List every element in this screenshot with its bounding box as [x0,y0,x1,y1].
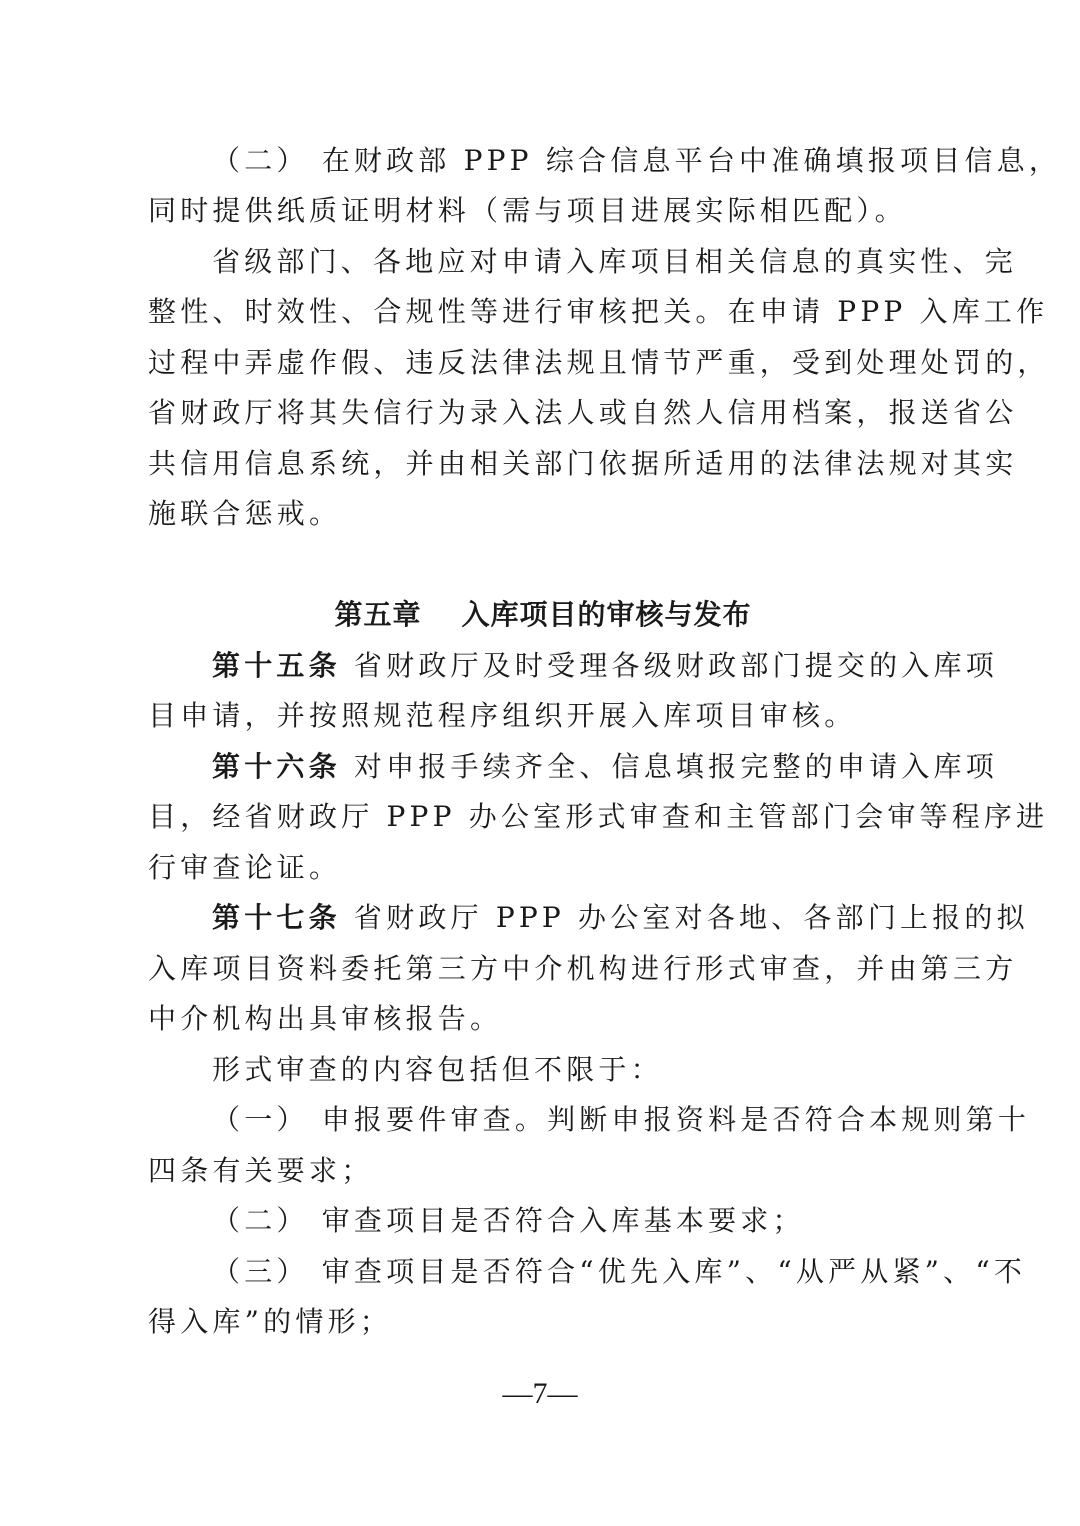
chapter-number: 第五章 [334,598,422,631]
paragraph-line: 共信用信息系统，并由相关部门依据所适用的法律法规对其实 [148,447,1018,480]
article-label: 第十七条 [212,901,341,934]
article-text: 省财政厅 PPP 办公室对各地、各部门上报的拟 [340,901,1029,934]
paragraph-line: 入库项目资料委托第三方中介机构进行形式审查，并由第三方 [148,952,1018,985]
page-number: —7— [502,1377,578,1410]
article-text: 省财政厅及时受理各级财政部门提交的入库项 [340,649,998,682]
paragraph-line: （二） 在财政部 PPP 综合信息平台中准确填报项目信息， [212,144,1062,177]
paragraph-line: 同时提供纸质证明材料（需与项目进展实际相匹配）。 [148,194,907,227]
list-item-line: （二） 审查项目是否符合入库基本要求； [212,1204,805,1237]
list-item-line: （三） 审查项目是否符合“优先入库”、“从严从紧”、“不 [212,1255,1027,1288]
article-line [212,900,1029,936]
paragraph-line: 省财政厅将其失信行为录入法人或自然人信用档案，报送省公 [148,396,1018,429]
article-label: 第十六条 [212,750,341,783]
paragraph-line: 行审查论证。 [148,851,342,884]
list-item-line: 得入库”的情形； [148,1305,392,1338]
paragraph-line: 施联合惩戒。 [148,497,342,530]
list-item-line: 四条有关要求； [148,1154,374,1187]
paragraph-line: 目，经省财政厅 PPP 办公室形式审查和主管部门会审等程序进 [148,800,1049,833]
article-line [212,648,998,684]
paragraph-line: 形式审查的内容包括但不限于： [212,1053,663,1086]
paragraph-line: 中介机构出具审核报告。 [148,1002,503,1035]
article-label: 第十五条 [212,649,341,682]
article-line [212,749,998,785]
paragraph-line: 整性、时效性、合规性等进行审核把关。在申请 PPP 入库工作 [148,295,1049,328]
chapter-title: 入库项目的审核与发布 [461,598,752,631]
chapter-heading [148,597,938,633]
paragraph-line: 过程中弄虚作假、违反法律法规且情节严重，受到处理处罚的， [148,346,1050,379]
article-text: 对申报手续齐全、信息填报完整的申请入库项 [340,750,998,783]
list-item-line: （一） 申报要件审查。判断申报资料是否符合本规则第十 [212,1103,1031,1136]
paragraph-line: 目申请，并按照规范程序组织开展入库项目审核。 [148,699,857,732]
paragraph-line: 省级部门、各地应对申请入库项目相关信息的真实性、完 [212,245,1018,278]
